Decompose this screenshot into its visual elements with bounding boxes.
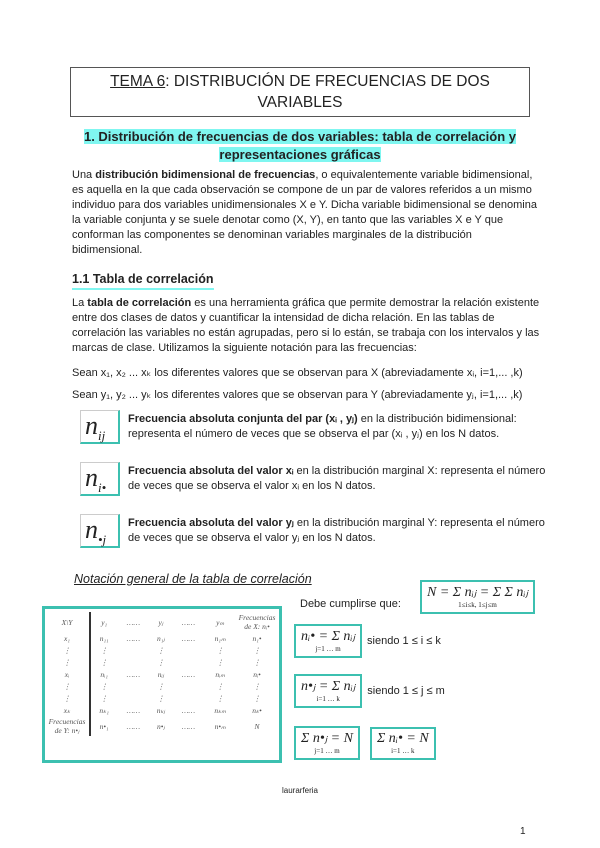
text: Una [72,169,96,181]
text: es una herramienta gráfica que permite demostrar la relación existente entre dos clases de datos y cuantificar la intensidad de dicha relación. En las tablas de correlación las variables no están agrupadas, pero si lo están, se trabaja con los intervalos y las marcas de clase. Utilizamos la siguiente notación para las frecuencias: [72,297,540,354]
table-cell: …… [181,705,196,715]
table-cell: …… [181,669,196,679]
formula-col-marginal [294,674,362,708]
formula-sum-col [294,726,360,760]
table-row [45,644,279,656]
table-cell: n•₁ [99,721,109,731]
table-cell [171,644,205,656]
table-cell: ⋮ [253,693,261,703]
title-text: : DISTRIBUCIÓN DE FRECUENCIAS DE DOS VARIABLES [165,73,490,111]
table-cell: ⋮ [216,657,224,667]
table-cell: n₁ⱼ [157,633,165,643]
table-cell: ⋮ [253,681,261,691]
table-row [45,656,279,668]
document-title [70,67,530,117]
formula-limits: i=1 … k [316,695,340,703]
table-cell: yⱼ [158,617,164,627]
table-cell: ⋮ [100,657,108,667]
table-cell: …… [126,633,140,643]
table-cell: nₖ₁ [99,705,109,715]
formula-limits: i=1 … k [391,746,415,755]
formula-row-marginal [294,624,362,658]
bold-term: tabla de correlación [87,297,192,309]
col-condition: siendo 1 ≤ j ≤ m [367,685,445,697]
table-cell: n₁ₘ [214,633,226,643]
notation-heading: Notación general de la tabla de correlación [74,572,312,586]
table-row [45,692,279,704]
table-cell [116,680,150,692]
table-cell: ⋮ [216,681,224,691]
sean-x-line: Sean x₁, x₂ ... xₖ los diferentes valores que se observan para X (abreviadamente xᵢ, i=1,... ,k) [72,367,523,379]
row-marginal-group [294,624,441,658]
table-cell: …… [126,617,140,627]
table-cell: nₖ• [252,705,262,715]
table-cell: …… [181,721,196,731]
table-row [45,632,279,644]
table-cell: ⋮ [216,693,224,703]
formula-total [420,580,535,614]
table-cell: nᵢ₁ [100,669,108,679]
table-cell: ⋮ [216,645,224,655]
table-cell: ⋮ [63,681,71,691]
sean-y-line: Sean y₁, y₂ ... yₖ los diferentes valores que se observan para Y (abreviadamente yⱼ, i=1,... ,k) [72,389,523,401]
table-cell: ⋮ [100,645,108,655]
symbol-nj: $n_{•j}$ [80,514,120,548]
formula-text: N = Σ nᵢⱼ = Σ Σ nᵢⱼ [427,585,529,600]
formula-text: Σ n•ⱼ = N [301,731,353,746]
table-cell: nᵢₘ [215,669,225,679]
bold-term: distribución bidimensional de frecuencias [95,169,316,181]
table-cell: yₘ [216,617,225,627]
table-cell [171,680,205,692]
table-cell: …… [126,721,140,731]
table-cell [116,656,150,668]
footer-author: laurarferia [281,786,318,795]
table-cell: x₁ [64,633,70,643]
table-cell: …… [126,669,140,679]
table-cell: ⋮ [157,693,165,703]
definition-nij: Frecuencia absoluta conjunta del par (xᵢ , yⱼ) en la distribución bidimensional: representa el número de veces que se observa el par (xᵢ , yⱼ) en los N datos. [128,413,517,440]
table-cell [171,656,205,668]
table-cell [116,692,150,704]
table-cell: …… [126,705,140,715]
table-cell [116,644,150,656]
table-cell: ⋮ [100,681,108,691]
table-cell: ⋮ [157,657,165,667]
table-cell: N [254,721,260,731]
title-topic: TEMA 6 [110,73,166,90]
table-row [45,716,279,736]
formula-limits: j=1 … m [315,645,341,653]
table-cell: nᵢⱼ [157,669,164,679]
table-cell: y₁ [101,617,108,627]
table-cell: n•ⱼ [157,721,165,731]
correlation-table-grid [45,612,279,736]
heading-line-2: representaciones gráficas [219,147,381,162]
table-cell: n₁• [252,633,262,643]
formula-text: nᵢ• = Σ nᵢⱼ [301,629,356,644]
sum-formulas-group [294,726,436,760]
table-cell: ⋮ [63,693,71,703]
symbol-ni: $n_{i•}$ [80,462,120,496]
table-row [45,668,279,680]
table-cell: ⋮ [63,645,71,655]
table-cell: ⋮ [63,657,71,667]
heading-line-1: 1. Distribución de frecuencias de dos variables: tabla de correlación y [83,129,517,144]
table-cell: Frecuencias de X: nᵢ• [238,613,276,631]
must-hold-label: Debe cumplirse que: [300,598,401,610]
symbol-nij: $n_{ij}$ [80,410,120,444]
table-row [45,680,279,692]
formula-limits: 1≤i≤k, 1≤j≤m [458,601,497,609]
formula-text: Σ nᵢ• = N [376,730,429,746]
table-cell: nᵢ• [253,669,261,679]
table-cell: nₖₘ [214,705,226,715]
intro-paragraph [72,168,542,258]
table-paragraph [72,296,542,356]
table-cell: …… [181,633,196,643]
section-heading [60,128,540,164]
table-cell [171,692,205,704]
definition-nj: Frecuencia absoluta del valor yⱼ en la distribución marginal Y: representa el número de veces que se observa el valor yⱼ en los N datos. [128,517,545,544]
table-row [45,704,279,716]
correlation-table [42,606,282,763]
table-cell: xᵢ [64,669,70,679]
table-cell: Frecuencias de Y: n•ⱼ [48,717,86,735]
text: La [72,297,88,309]
table-cell: ⋮ [100,693,108,703]
table-cell: …… [181,617,196,627]
table-cell: ⋮ [253,657,261,667]
formula-limits: j=1 … m [314,747,340,755]
table-cell: X\Y [61,617,73,627]
table-cell: ⋮ [253,645,261,655]
table-row [45,612,279,632]
formula-sum-row [370,727,436,760]
page-number: 1 [520,826,526,837]
definition-ni: Frecuencia absoluta del valor xᵢ en la distribución marginal X: representa el número de veces que se observa el valor xᵢ en los N datos. [128,465,546,492]
table-cell: n•ₘ [214,721,226,731]
table-cell: ⋮ [157,645,165,655]
table-cell: xₖ [63,705,71,715]
table-cell: nₖⱼ [156,705,165,715]
row-condition: siendo 1 ≤ i ≤ k [367,635,441,647]
subsection-heading: 1.1 Tabla de correlación [72,272,214,290]
col-marginal-group [294,674,445,708]
formula-text: n•ⱼ = Σ nᵢⱼ [301,679,356,694]
table-cell: ⋮ [157,681,165,691]
table-cell: n₁₁ [99,633,109,643]
text: , o equivalentemente variable bidimensional, es aquella en la que cada observación se compone de un par de valores referidos a un mismo individuo para dos variables unidimensionales X e Y. Dicha variable bidimensional se denomina la variable conjunta y se suele denotar como (X, Y), en tanto que las variables X e Y que conforman las componentes se denominan variables marginales de la distribución bidimensional. [72,169,537,256]
